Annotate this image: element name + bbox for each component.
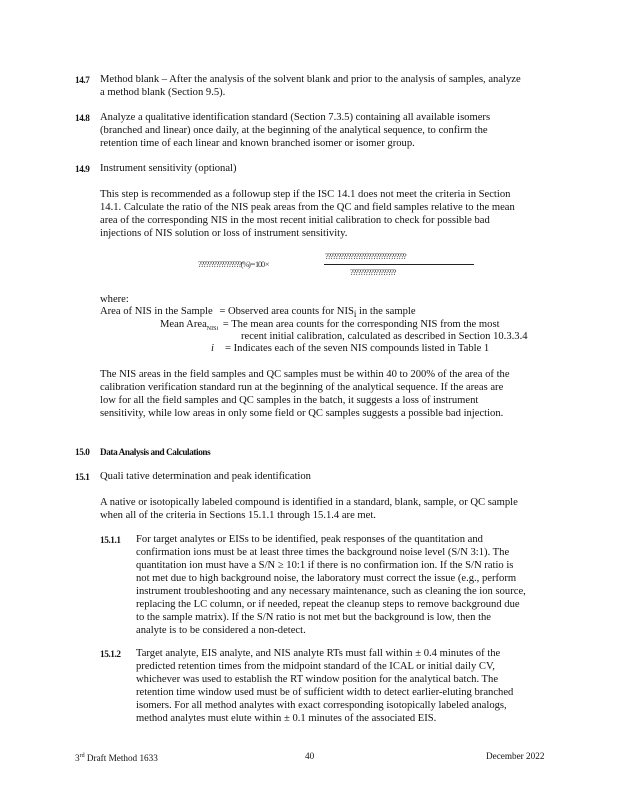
paragraph <box>100 188 515 240</box>
paragraph <box>100 368 510 420</box>
section-15-1-1 <box>136 533 526 637</box>
section-number: 14.8 <box>75 113 90 123</box>
text-line: injections of NIS solution or loss of instrument sensitivity. <box>100 228 348 239</box>
text-line: This step is recommended as a followup step if the ISC 14.1 does not meet the criteria in Section <box>100 189 511 200</box>
section-14-8 <box>100 111 490 150</box>
text-line: replacing the LC column, or if needed, repeat the cleanup steps to remove background due <box>136 599 520 610</box>
text-line: 14.1. Calculate the ratio of the NIS peak areas from the QC and field samples relative to the mean <box>100 202 515 213</box>
formula-numerator: ???????????????????????????????? <box>325 252 406 261</box>
footer-date: December 2022 <box>486 751 545 761</box>
text-line: not met due to high background noise, the laboratory must correct the issue (e.g., perform <box>136 573 517 584</box>
section-number: 14.9 <box>75 164 90 174</box>
text-line: Method blank – After the analysis of the solvent blank and prior to the analysis of samples, analyze <box>100 74 521 85</box>
text-line: The NIS areas in the field samples and QC samples must be within 40 to 200% of the area of the <box>100 369 510 380</box>
text-line: instrument troubleshooting and any necessary maintenance, such as cleaning the ion source, <box>136 586 526 597</box>
text-line: confirmation ions must be at least three times the background noise level (S/N 3:1). The <box>136 547 510 558</box>
def-term: Mean Area <box>160 319 207 330</box>
def-tail: in the sample <box>356 306 416 317</box>
text-line: quantitation ion must have a S/N ≥ 10:1 if there is no confirmation ion. If the S/N ratio is <box>136 560 514 571</box>
text-line: A native or isotopically labeled compound is identified in a standard, blank, sample, or QC sample <box>100 497 518 508</box>
text-line: retention time of each linear and known branched isomer or isomer group. <box>100 138 415 149</box>
formula-denominator: ?????????????????? <box>350 268 396 277</box>
footer-num: 3 <box>75 753 80 764</box>
section-title: Data Analysis and Calculations <box>100 447 211 457</box>
text-line: Analyze a qualitative identification standard (Section 7.3.5) containing all available isomers <box>100 112 491 123</box>
footer-title: Draft Method 1633 <box>84 753 158 764</box>
footer-left <box>75 750 158 765</box>
text-line: analyte is to be considered a non-detect. <box>136 625 306 636</box>
page-number: 40 <box>305 751 315 761</box>
text-line: when all of the criteria in Sections 15.1.1 through 15.1.4 are met. <box>100 510 376 521</box>
text-line: sensitivity, while low areas in only some field or QC samples suggests a possible bad injection. <box>100 408 504 419</box>
text-line: a method blank (Section 9.5). <box>100 87 226 98</box>
def-text: = Observed area counts for NIS <box>219 306 354 317</box>
text-line: For target analytes or EISs to be identified, peak responses of the quantitation and <box>136 534 483 545</box>
fraction-bar <box>324 264 474 265</box>
section-title: Quali tative determination and peak identification <box>100 471 311 482</box>
section-number: 15.1.2 <box>100 649 121 659</box>
def-text: = The mean area counts for the corresponding NIS from the most <box>222 319 500 330</box>
def-sub: i <box>353 309 357 320</box>
section-title: Instrument sensitivity (optional) <box>100 163 237 174</box>
text-line: calibration verification standard run at the beginning of the analytical sequence. If the areas are <box>100 382 504 393</box>
section-number: 14.7 <box>75 75 90 85</box>
where-label: where: <box>100 294 129 305</box>
text-line: isomers. For all method analytes with exact corresponding isotopically labeled analogs, <box>136 700 507 711</box>
def-sub: NISi <box>206 326 219 333</box>
text-line: (branched and linear) once daily, at the beginning of the analytical sequence, to confirm the <box>100 125 488 136</box>
section-number: 15.1 <box>75 472 90 482</box>
section-number: 15.1.1 <box>100 535 121 545</box>
text-line: low for all the field samples and QC samples in the batch, it suggests a loss of instrument <box>100 395 479 406</box>
text-line: predicted retention times from the midpoint standard of the ICAL or initial daily CV, <box>136 661 495 672</box>
section-15-1-2 <box>136 647 513 725</box>
def-term: Area of NIS in the Sample <box>100 306 213 317</box>
def-text-cont: recent initial calibration, calculated as described in Section 10.3.3.4 <box>241 331 528 342</box>
section-number: 15.0 <box>75 447 90 457</box>
def-text: = Indicates each of the seven NIS compounds listed in Table 1 <box>225 343 490 354</box>
text-line: method analytes must elute within ± 0.1 minutes of the associated EIS. <box>136 713 437 724</box>
paragraph <box>100 496 518 522</box>
text-line: area of the corresponding NIS in the most recent initial calibration to check for possible bad <box>100 215 490 226</box>
text-line: Target analyte, EIS analyte, and NIS analyte RTs must fall within ± 0.4 minutes of the <box>136 648 501 659</box>
text-line: whichever was used to establish the RT window position for the analytical batch. The <box>136 674 499 685</box>
def-term: i <box>211 343 214 354</box>
text-line: to the sample matrix). If the S/N ratio is not met but the background is low, then the <box>136 612 492 623</box>
text-line: retention time window used must be of sufficient width to detect earlier-eluting branched <box>136 687 514 698</box>
footer-sup: rd <box>79 753 85 759</box>
section-14-7 <box>100 73 521 99</box>
formula-lhs: ?????????????????(%) = 100 × <box>198 260 269 269</box>
